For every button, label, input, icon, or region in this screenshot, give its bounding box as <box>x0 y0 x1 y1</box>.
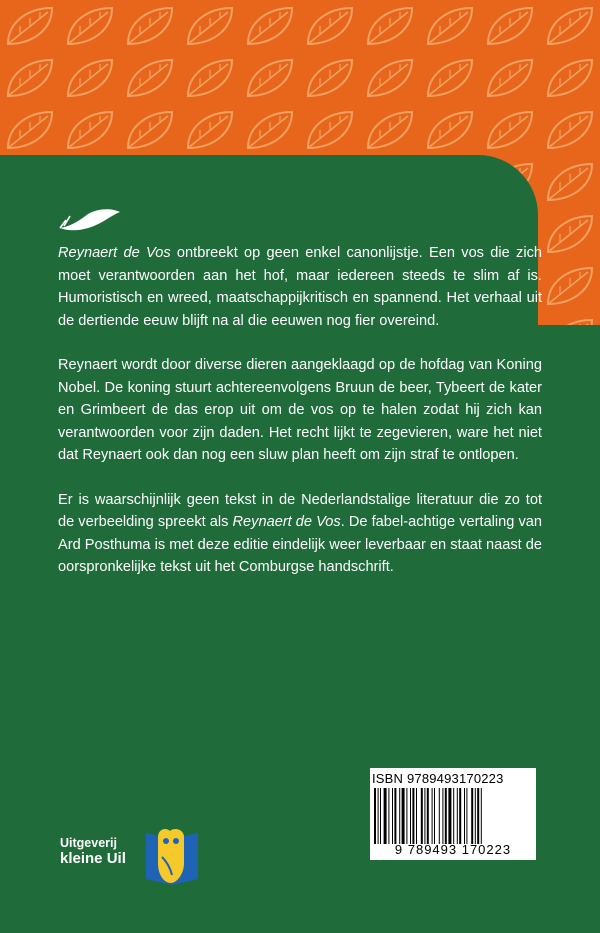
blurb-text <box>58 242 542 601</box>
title-italic: Reynaert de Vos <box>58 245 171 261</box>
publisher-line-2 <box>60 851 126 866</box>
paragraph-text: . De fabel-achtige vertaling van Ard Posthuma is met deze editie eindelijk weer leverbaar en staat naast de oorspronkelijke tekst uit het Comburgse handschrift. <box>58 514 543 575</box>
publisher-name <box>60 836 126 866</box>
blurb-paragraph-1 <box>58 242 542 332</box>
paragraph-text: Er is waarschijnlijk geen tekst in de Nederlandstalige literatuur die zo tot de verbeelding spreekt als <box>58 491 542 530</box>
isbn-label: ISBN 9789493170223 <box>372 771 504 786</box>
paragraph-text: ontbreekt op geen enkel canonlijstje. Een vos die zich moet verantwoorden aan het hof, maar iedereen steeds te slim af is. Humoristisch en wreed, maatschappijkritisch en spannend. Het verhaal uit de dertiende eeuw blijft na al die eeuwen nog fier overeind. <box>58 245 542 329</box>
feather-icon <box>58 206 122 234</box>
publisher-word-uil: Uil <box>106 850 126 867</box>
publisher-line-1: Uitgeverij <box>60 836 117 850</box>
publisher-word-kleine: kleine <box>60 850 107 867</box>
isbn-digits: 9 789493 170223 <box>394 842 512 857</box>
owl-logo-icon <box>144 823 200 889</box>
barcode <box>372 788 534 844</box>
title-italic: Reynaert de Vos <box>232 514 341 530</box>
paragraph-text: Reynaert wordt door diverse dieren aangeklaagd op de hofdag van Koning Nobel. De koning stuurt achtereenvolgens Bruun de beer, Tybeert de kater en Grimbeert de das erop uit om de vos op te halen zodat hij zich kan verantwoorden voor zijn daden. Het recht lijkt te zegevieren, ware het niet dat Reynaert ook dan nog een sluw plan heeft om zijn straf te ontlopen. <box>58 357 542 463</box>
blurb-paragraph-3 <box>58 489 542 579</box>
blurb-paragraph-2 <box>58 354 542 467</box>
